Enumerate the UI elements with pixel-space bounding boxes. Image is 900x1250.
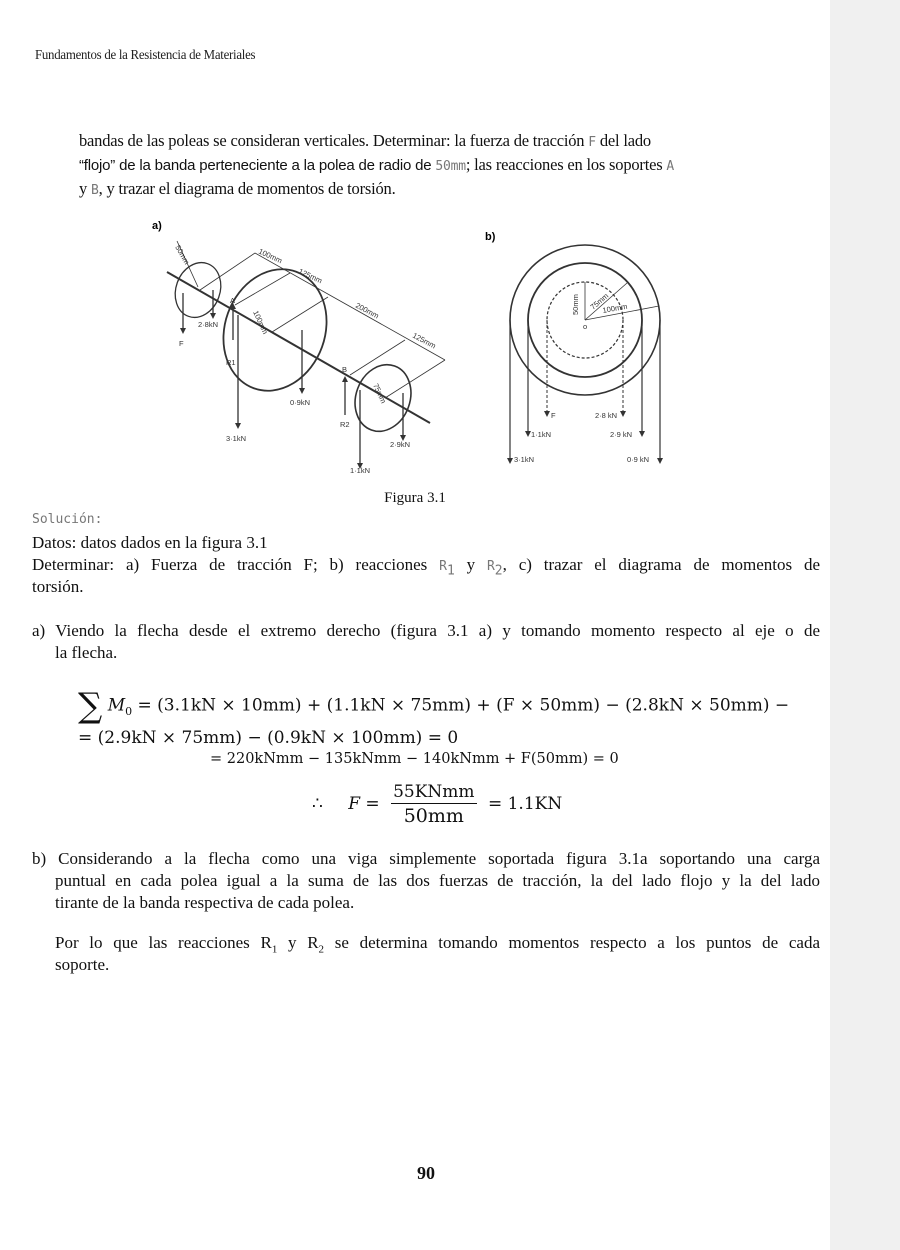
force-F: F: [179, 339, 184, 348]
part-a-line-1: a) Viendo la flecha desde el extremo derecho (figura 3.1 a) y tomando momento respecto al eje o de: [32, 621, 820, 640]
problem-line-2: “flojo” de la banda perteneciente a la polea de radio de 50mm; las reacciones en los soportes A: [79, 155, 675, 174]
support-A: A: [230, 296, 236, 305]
dim-75mm-radius: 75mm: [371, 382, 389, 405]
reaction-R2: R2: [340, 420, 350, 429]
radius-50mm: 50mm: [571, 294, 580, 315]
dim-100mm-radius: 100mm: [251, 309, 270, 336]
datos-line: Datos: datos dados en la figura 3.1: [32, 533, 268, 552]
radius-75mm: 75mm: [588, 291, 611, 312]
force-2-9kN: 2·9kN: [390, 440, 411, 449]
part-b2-line-2: soporte.: [55, 955, 110, 974]
equation-4: ∴ F = $\frac{\text{55KNmm}}{50mm}$ = 1.1KN: [312, 782, 563, 827]
equation-2: = (2.9kN × 75mm) − (0.9kN × 100mm) = 0: [78, 728, 459, 748]
reaction-R1: R1: [226, 358, 236, 367]
problem-line-1: bandas de las poleas se consideran verticales. Determinar: la fuerza de tracción F del lado: [79, 131, 651, 150]
dim-125mm-a: 125mm: [297, 266, 324, 286]
dim-200mm: 200mm: [354, 300, 381, 321]
radius-100mm: 100mm: [601, 301, 628, 315]
figure-caption: Figura 3.1: [384, 490, 446, 506]
force-3-1kN-b: 3·1kN: [514, 455, 535, 464]
force-2-8kN-b: 2·8 kN: [595, 411, 618, 420]
fraction: $\frac{\text{55KNmm}}{50mm}$: [393, 782, 475, 827]
force-2-8kN: 2·8kN: [198, 320, 219, 329]
equation-3: = 220kNmm − 135kNmm − 140kNmm + F(50mm) = 0: [210, 751, 619, 767]
part-b2-line-1: Por lo que las reacciones $R_1$ y $R_2$ se determina tomando momentos respecto a los puntos de cada: [55, 933, 820, 956]
force-2-9kN-b: 2·9 kN: [610, 430, 633, 439]
force-1-1kN: 1·1kN: [350, 466, 371, 475]
problem-line-3: y B, y trazar el diagrama de momentos de torsión.: [79, 179, 396, 198]
problem-statement: [79, 130, 819, 202]
figure-a-shaft-diagram: [150, 215, 460, 475]
center-o: o: [583, 322, 588, 331]
support-B: B: [342, 365, 348, 374]
figure-b-label: b): [485, 231, 496, 243]
part-b-line-3: tirante de la banda respectiva de cada polea.: [55, 893, 355, 912]
figure-a-label: a): [152, 220, 162, 232]
force-1-1kN-b: 1·1kN: [531, 430, 552, 439]
determinar-line: Determinar: a) Fuerza de tracción F; b) reacciones $R_1$ y $R_2$, c) trazar el diagrama de momentos de: [32, 555, 821, 579]
dim-50mm: 50mm: [173, 243, 192, 267]
part-b-line-1: b) Considerando a la flecha como una viga simplemente soportada figura 3.1a soportando una carga: [32, 849, 820, 868]
figure-b-pulley-section: [475, 215, 675, 470]
part-a-line-2: la flecha.: [55, 643, 118, 662]
side-margin-strip: [830, 0, 900, 1250]
dim-125mm-b: 125mm: [411, 330, 438, 351]
running-head: Fundamentos de la Resistencia de Materiales: [35, 48, 256, 63]
equation-1: ∑ $M_0 = (3.1kN \times 10mm) + (1.1kN \times 75mm) + (F \times 50mm) - (2.8kN \times 50mm)$ −: [78, 686, 790, 726]
determinar-line-2: torsión.: [32, 577, 84, 596]
force-F-b: F: [551, 411, 556, 420]
dim-100mm-a: 100mm: [257, 246, 284, 266]
part-b-line-2: puntual en cada polea igual a la suma de las dos fuerzas de tracción, la del lado flojo y la del lado: [55, 871, 820, 890]
force-0-9kN-b: 0·9 kN: [627, 455, 650, 464]
sum-symbol: ∑: [78, 686, 103, 726]
force-0-9kN: 0·9kN: [290, 398, 311, 407]
force-3-1kN: 3·1kN: [226, 434, 247, 443]
page-number: 90: [417, 1163, 435, 1183]
solucion-heading: Solución:: [32, 512, 103, 527]
